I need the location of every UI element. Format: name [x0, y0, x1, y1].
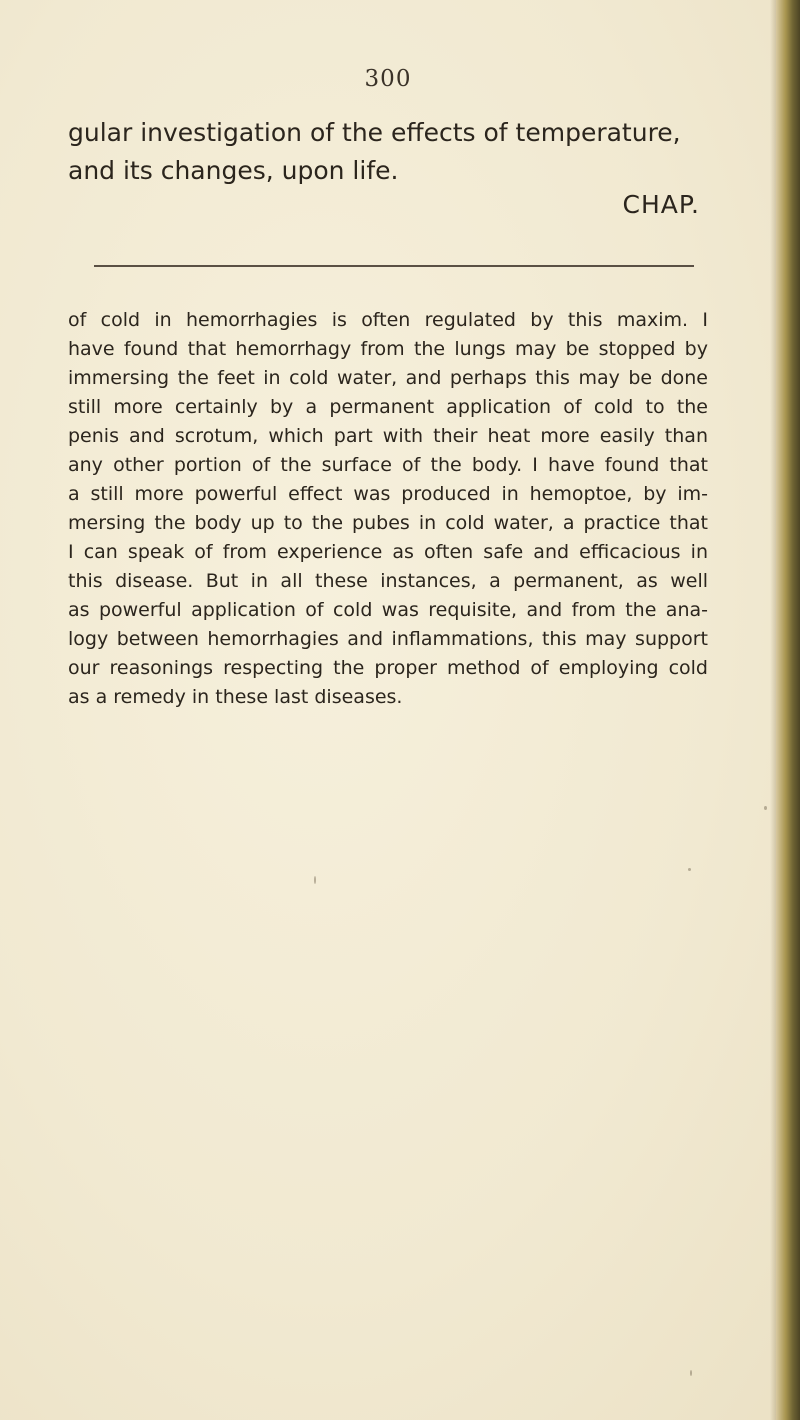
- footnote-line: as powerful application of cold was requisite, and from the ana-: [68, 599, 708, 621]
- continuation-line: gular investigation of the effects of temperature,: [68, 118, 681, 147]
- paper-speck: [314, 876, 316, 884]
- continuation-paragraph: [68, 114, 708, 190]
- paper-speck: [688, 868, 691, 871]
- footnote-line: mersing the body up to the pubes in cold water, a practice that: [68, 512, 708, 534]
- footnote-line: I can speak of from experience as often safe and efficacious in: [68, 541, 708, 563]
- catchword-heading: CHAP.: [622, 190, 700, 219]
- footnote-line: this disease. But in all these instances, a permanent, as well: [68, 570, 708, 592]
- footnote-line: our reasonings respecting the proper method of employing cold: [68, 657, 708, 679]
- footnote-line: logy between hemorrhagies and inflammations, this may support: [68, 628, 708, 650]
- footnote-line: a still more powerful effect was produced in hemoptoe, by im-: [68, 483, 708, 505]
- paper-speck: [690, 1370, 692, 1376]
- footnote-rule: [94, 265, 694, 267]
- footnote-line: penis and scrotum, which part with their heat more easily than: [68, 425, 708, 447]
- footnote-line: any other portion of the surface of the body. I have found that: [68, 454, 708, 476]
- footnote-paragraph: [68, 306, 708, 712]
- continuation-line: and its changes, upon life.: [68, 156, 399, 185]
- footnote-line: still more certainly by a permanent application of cold to the: [68, 396, 708, 418]
- footnote-line: as a remedy in these last diseases.: [68, 686, 403, 708]
- page-edge: [776, 0, 800, 1420]
- footnote-line: have found that hemorrhagy from the lungs may be stopped by: [68, 338, 708, 360]
- paper-speck: [764, 806, 767, 810]
- footnote-line: of cold in hemorrhagies is often regulated by this maxim. I: [68, 309, 708, 331]
- page-number: 300: [364, 66, 412, 92]
- footnote-line: immersing the feet in cold water, and perhaps this may be done: [68, 367, 708, 389]
